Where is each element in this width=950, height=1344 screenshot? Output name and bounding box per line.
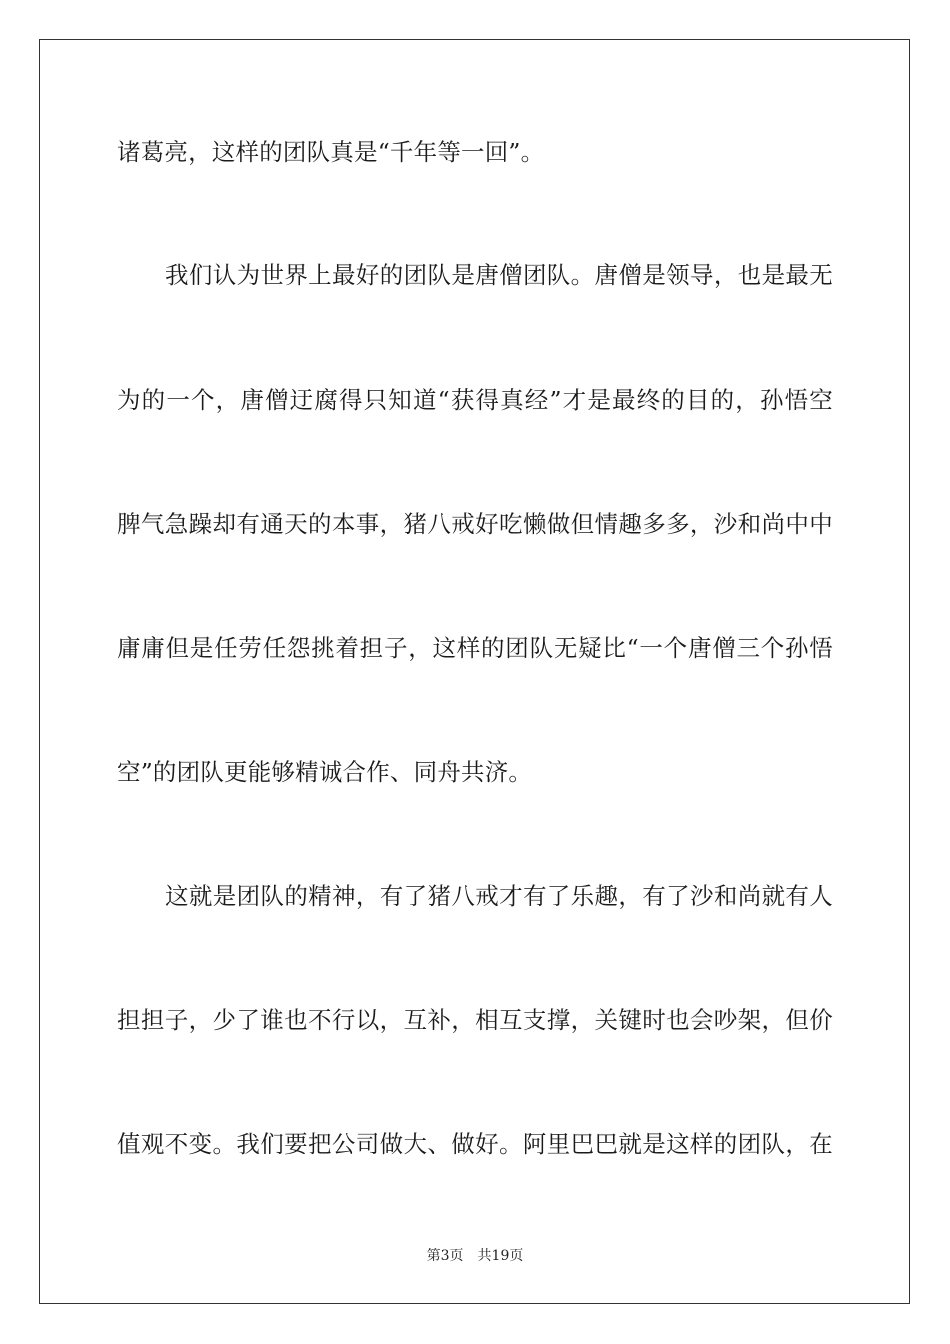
paragraph-line: 庸庸但是任劳任怨挑着担子，这样的团队无疑比“一个唐僧三个孙悟 [117, 634, 833, 662]
paragraph-line: 空”的团队更能够精诚合作、同舟共济。 [117, 758, 533, 786]
paragraph-line: 我们认为世界上最好的团队是唐僧团队。唐僧是领导，也是最无 [165, 261, 833, 289]
page-total: 共19页 [477, 1248, 524, 1264]
paragraph-line: 诸葛亮，这样的团队真是“千年等一回”。 [117, 138, 545, 166]
paragraph-line: 值观不变。我们要把公司做大、做好。阿里巴巴就是这样的团队，在 [117, 1130, 833, 1158]
paragraph-line: 担担子，少了谁也不行以，互补，相互支撑，关键时也会吵架，但价 [117, 1006, 833, 1034]
page-number: 第3页 [426, 1248, 464, 1264]
paragraph-line: 这就是团队的精神，有了猪八戒才有了乐趣，有了沙和尚就有人 [165, 882, 833, 910]
paragraph-line: 为的一个，唐僧迂腐得只知道“获得真经”才是最终的目的，孙悟空 [117, 386, 833, 414]
page-footer [0, 1247, 950, 1265]
page-border [39, 39, 910, 1304]
paragraph-line: 脾气急躁却有通天的本事，猪八戒好吃懒做但情趣多多，沙和尚中中 [117, 510, 833, 538]
